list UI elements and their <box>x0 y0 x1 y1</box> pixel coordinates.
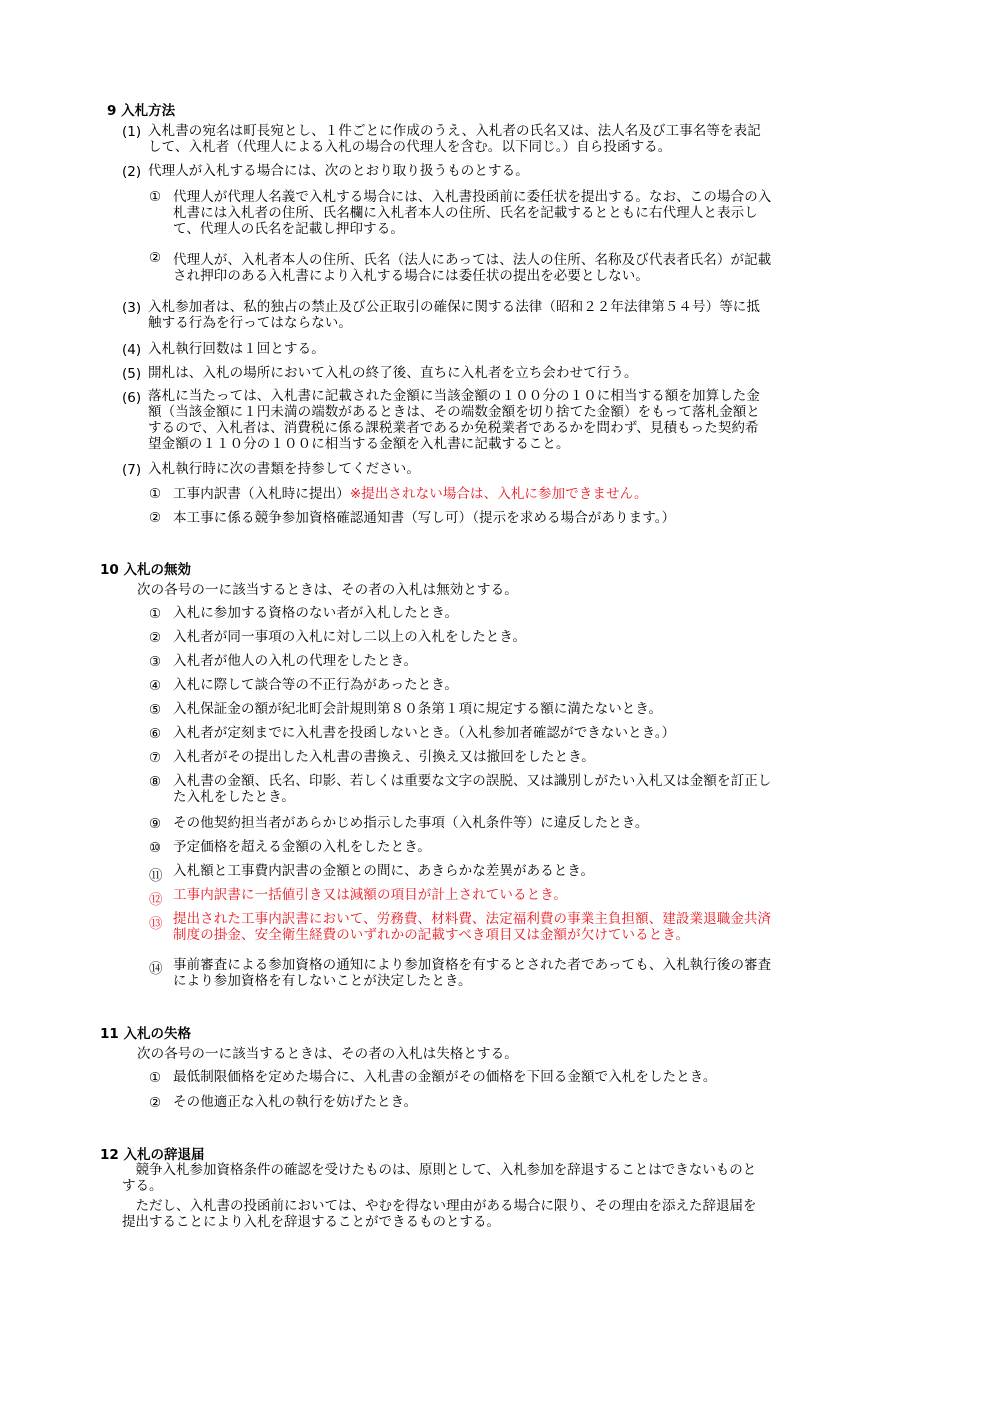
subitem-marker: ② <box>149 1095 162 1111</box>
item-marker: (4) <box>122 342 142 358</box>
s9-item-5: 開札は、入札の場所において入札の終了後、直ちに入札者を立ち会わせて行う。 <box>148 365 638 381</box>
section-12-title: 12 入札の辞退届 <box>100 1147 205 1163</box>
subitem-marker: ① <box>149 486 162 502</box>
s10-item-11: 入札額と工事費内訳書の金額との間に、あきらかな差異があるとき。 <box>173 863 595 879</box>
s12-paragraph-1: 競争入札参加資格条件の確認を受けたものは、原則として、入札参加を辞退することはできないものと する。 <box>122 1162 757 1194</box>
item-marker: (7) <box>122 462 142 478</box>
subitem-marker: ① <box>149 606 162 622</box>
subitem-marker: ⑥ <box>149 726 162 742</box>
section-9-title: 9 入札方法 <box>107 103 176 119</box>
s9-item-7-sub-1-warning: ※提出されない場合は、入札に参加できません。 <box>349 486 648 502</box>
item-marker: (6) <box>122 390 142 406</box>
s10-item-9: その他契約担当者があらかじめ指示した事項（入札条件等）に違反したとき。 <box>173 815 649 831</box>
s9-item-7-sub-2: 本工事に係る競争参加資格確認通知書（写し可）（提示を求める場合があります。） <box>173 510 676 526</box>
s9-item-2-sub-1: 代理人が代理人名義で入札する場合には、入札書投函前に委任状を提出する。なお、この場合の入 札書には入札者の住所、氏名欄に入札者本人の住所、氏名を記載するとともに右代理人と表示し て、代理人の氏名を記載し押印する。 <box>173 189 772 237</box>
subitem-marker: ⑭ <box>149 961 163 977</box>
s9-item-1: 入札書の宛名は町長宛とし、１件ごとに作成のうえ、入札者の氏名又は、法人名及び工事名等を表記 して、入札者（代理人による入札の場合の代理人を含む。以下同じ。）自ら投函する。 <box>148 123 761 155</box>
subitem-marker: ⑤ <box>149 702 162 718</box>
s10-item-10: 予定価格を超える金額の入札をしたとき。 <box>173 839 431 855</box>
s10-item-5: 入札保証金の額が紀北町会計規則第８０条第１項に規定する額に満たないとき。 <box>173 701 663 717</box>
item-marker: (3) <box>122 300 142 316</box>
s10-item-4: 入札に際して談合等の不正行為があったとき。 <box>173 677 458 693</box>
s10-item-1: 入札に参加する資格のない者が入札したとき。 <box>173 605 459 621</box>
s11-item-1: 最低制限価格を定めた場合に、入札書の金額がその価格を下回る金額で入札をしたとき。 <box>173 1069 717 1085</box>
s9-item-3: 入札参加者は、私的独占の禁止及び公正取引の確保に関する法律（昭和２２年法律第５４号）等に抵 触する行為を行ってはならない。 <box>148 299 760 331</box>
s11-intro: 次の各号の一に該当するときは、その者の入札は失格とする。 <box>137 1046 518 1062</box>
subitem-marker: ① <box>149 189 162 205</box>
s10-item-13: 提出された工事内訳書において、労務費、材料費、法定福利費の事業主負担額、建設業退職金共済 制度の掛金、安全衛生経費のいずれかの記載すべき項目又は金額が欠けているとき。 <box>173 911 772 943</box>
s10-item-14: 事前審査による参加資格の通知により参加資格を有するとされた者であっても、入札執行後の審査 により参加資格を有しないことが決定したとき。 <box>173 957 772 989</box>
subitem-marker: ⑫ <box>149 892 163 908</box>
subitem-marker: ④ <box>149 678 162 694</box>
item-marker: (2) <box>122 164 142 180</box>
s9-item-7-sub-1-text: 工事内訳書（入札時に提出） <box>173 486 350 502</box>
subitem-marker: ② <box>149 510 162 526</box>
subitem-marker: ⑨ <box>149 816 162 832</box>
s10-item-2: 入札者が同一事項の入札に対し二以上の入札をしたとき。 <box>173 629 527 645</box>
subitem-marker: ⑦ <box>149 750 162 766</box>
s9-item-2-sub-2: 代理人が、入札者本人の住所、氏名（法人にあっては、法人の住所、名称及び代表者氏名）が記載 され押印のある入札書により入札する場合には委任状の提出を必要としない。 <box>173 252 772 284</box>
s11-item-2: その他適正な入札の執行を妨げたとき。 <box>173 1094 418 1110</box>
s10-item-6: 入札者が定刻までに入札書を投函しないとき。（入札参加者確認ができないとき。） <box>173 725 676 741</box>
subitem-marker: ② <box>149 630 162 646</box>
s10-intro: 次の各号の一に該当するときは、その者の入札は無効とする。 <box>137 582 518 598</box>
subitem-marker: ⑩ <box>149 840 162 856</box>
subitem-marker: ① <box>149 1070 162 1086</box>
subitem-marker: ② <box>149 250 162 266</box>
item-marker: (1) <box>122 124 142 140</box>
subitem-marker: ⑬ <box>149 916 163 932</box>
s9-item-7-sub-1 <box>173 486 878 502</box>
section-10-title: 10 入札の無効 <box>100 562 191 578</box>
s10-item-3: 入札者が他人の入札の代理をしたとき。 <box>173 653 418 669</box>
s9-item-4: 入札執行回数は１回とする。 <box>148 341 325 357</box>
s9-item-7: 入札執行時に次の書類を持参してください。 <box>148 461 420 477</box>
s10-item-7: 入札者がその提出した入札書の書換え、引換え又は撤回をしたとき。 <box>173 749 595 765</box>
s9-item-6: 落札に当たっては、入札書に記載された金額に当該金額の１００分の１０に相当する額を加算した金 額（当該金額に１円未満の端数があるときは、その端数金額を切り捨てた金額）をもって落札金額と するので、入札者は、消費税に係る課税業者であるか免税業者であるかを問わず、見積もった契約希 望金額の１１０分の１００に相当する金額を入札書に記載すること。 <box>148 388 760 452</box>
item-marker: (5) <box>122 366 142 382</box>
section-11-title: 11 入札の失格 <box>100 1026 191 1042</box>
s12-paragraph-2: ただし、入札書の投函前においては、やむを得ない理由がある場合に限り、その理由を添えた辞退届を 提出することにより入札を辞退することができるものとする。 <box>122 1198 757 1230</box>
s10-item-8: 入札書の金額、氏名、印影、若しくは重要な文字の誤脱、又は識別しがたい入札又は金額を訂正し た入札をしたとき。 <box>173 773 772 805</box>
subitem-marker: ③ <box>149 654 162 670</box>
subitem-marker: ⑧ <box>149 774 162 790</box>
subitem-marker: ⑪ <box>149 868 163 884</box>
s10-item-12: 工事内訳書に一括値引き又は減額の項目が計上されているとき。 <box>173 887 567 903</box>
s9-item-2: 代理人が入札する場合には、次のとおり取り扱うものとする。 <box>148 163 529 179</box>
